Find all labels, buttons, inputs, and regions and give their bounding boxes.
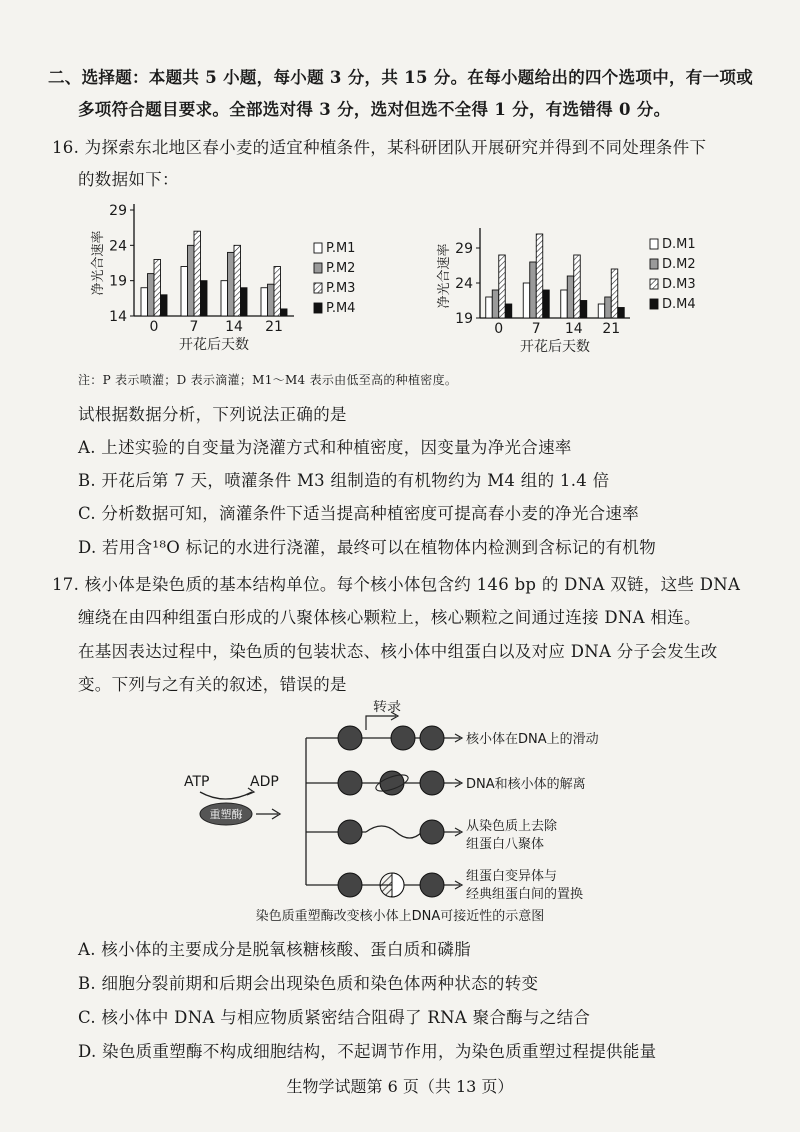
x-tick-label: 0 (494, 321, 504, 337)
y-tick-label: 29 (109, 203, 127, 219)
bar-d-m4 (580, 301, 587, 319)
row2-nucleosome-3 (420, 771, 444, 795)
y-tick-label: 24 (109, 238, 127, 255)
row4-label-b: 经典组蛋白间的置换 (466, 887, 584, 902)
bar-d-m4 (543, 290, 550, 318)
x-tick-label: 21 (265, 319, 283, 335)
bar-d-m2 (492, 290, 499, 318)
legend-label: P.M4 (326, 301, 356, 316)
y-tick-label: 24 (455, 276, 473, 292)
transcription-label: 转录 (373, 700, 401, 715)
x-tick-label: 14 (225, 319, 243, 335)
row4-nucleosome-1 (338, 873, 362, 897)
bar-p-m4 (201, 281, 208, 316)
x-tick-label: 14 (564, 321, 583, 337)
bar-d-m1 (523, 283, 530, 318)
bar-d-m3 (574, 255, 581, 318)
q16-stem-line2: 的数据如下： (78, 170, 179, 189)
legend-label: D.M1 (662, 237, 696, 252)
y-tick-label: 19 (109, 273, 127, 290)
row3-nucleosome-1 (338, 820, 362, 844)
row2-label: DNA和核小体的解离 (466, 777, 586, 792)
legend-swatch (650, 239, 658, 249)
enzyme-label: 重塑酶 (209, 808, 243, 821)
bar-d-m2 (605, 297, 612, 318)
x-tick-label: 7 (189, 319, 199, 335)
bar-d-m3 (499, 255, 506, 318)
row2-nucleosome-1 (338, 771, 362, 795)
y-tick-label: 19 (455, 311, 473, 327)
legend-label: P.M1 (326, 241, 356, 256)
bar-p-m4 (241, 288, 248, 316)
bar-p-m2 (188, 245, 195, 316)
legend-swatch (314, 303, 322, 313)
legend-label: D.M3 (662, 277, 696, 292)
bar-p-m2 (148, 274, 155, 316)
row4-nucleosome-3 (420, 873, 444, 897)
bar-d-m4 (618, 308, 625, 319)
bar-d-m2 (530, 262, 537, 318)
bar-p-m4 (161, 295, 168, 316)
bar-d-m1 (561, 290, 568, 318)
q17-option-a: A. 核小体的主要成分是脱氧核糖核酸、蛋白质和磷脂 (78, 940, 471, 959)
q16-option-d: D. 若用含¹⁸O 标记的水进行浇灌，最终可以在植物体内检测到含标记的有机物 (78, 538, 657, 557)
legend-label: D.M2 (662, 257, 696, 272)
legend-label: P.M2 (326, 261, 356, 276)
bar-d-m2 (567, 276, 574, 318)
bar-p-m3 (234, 245, 241, 316)
q17-stem-line2: 缠绕在由四种组蛋白形成的八聚体核心颗粒上，核心颗粒之间通过连接 DNA 相连。 (78, 608, 701, 627)
row3-label-a: 从染色质上去除 (466, 819, 558, 834)
bar-d-m4 (505, 304, 512, 318)
row3-free-dna (366, 826, 422, 838)
bar-p-m3 (154, 259, 161, 316)
legend-swatch (314, 263, 322, 273)
atp-label: ATP (184, 774, 210, 790)
row1-nucleosome-3 (420, 726, 444, 750)
bar-p-m2 (268, 284, 275, 316)
q16-prompt: 试根据数据分析，下列说法正确的是 (78, 405, 347, 424)
chart-sprinkler (86, 196, 386, 366)
legend-swatch (650, 259, 658, 269)
legend-swatch (314, 243, 322, 253)
y-tick-label: 29 (455, 241, 473, 257)
q17-stem-line1: 17. 核小体是染色质的基本结构单位。每个核小体包含约 146 bp 的 DNA 双链，这些 DNA (52, 575, 741, 594)
chart-drip (432, 226, 732, 366)
x-axis-label: 开花后天数 (520, 339, 590, 355)
row3-label-b: 组蛋白八聚体 (466, 837, 545, 852)
bar-p-m1 (261, 288, 268, 316)
q17-option-c: C. 核小体中 DNA 与相应物质紧密结合阻碍了 RNA 聚合酶与之结合 (78, 1008, 591, 1027)
q16-option-b: B. 开花后第 7 天，喷灌条件 M3 组制造的有机物约为 M4 组的 1.4 倍 (78, 471, 610, 490)
q17-stem-line3: 在基因表达过程中，染色质的包装状态、核小体中组蛋白以及对应 DNA 分子会发生改 (78, 642, 718, 661)
bar-p-m3 (194, 231, 201, 316)
bar-d-m3 (536, 234, 543, 318)
q17-option-d: D. 染色质重塑酶不构成细胞结构，不起调节作用，为染色质重塑过程提供能量 (78, 1042, 657, 1061)
adp-label: ADP (250, 774, 279, 790)
row4-label-a: 组蛋白变异体与 (466, 869, 558, 884)
section-heading-line1: 二、选择题：本题共 5 小题，每小题 3 分，共 15 分。在每小题给出的四个选项中，有一项或 (48, 68, 753, 87)
diagram-caption: 染色质重塑酶改变核小体上DNA可接近性的示意图 (255, 909, 545, 924)
transcription-arrow (366, 716, 396, 730)
legend-swatch (650, 299, 658, 309)
atp-adp-arc (200, 792, 252, 799)
x-tick-label: 7 (531, 321, 541, 337)
q16-note: 注：P 表示喷灌；D 表示滴灌；M1～M4 表示由低至高的种植密度。 (78, 373, 458, 387)
row1-label: 核小体在DNA上的滑动 (466, 732, 599, 747)
y-axis-label: 净光合速率 (437, 243, 452, 309)
q17-option-b: B. 细胞分裂前期和后期会出现染色质和染色体两种状态的转变 (78, 974, 539, 993)
x-tick-label: 21 (602, 321, 621, 337)
bar-p-m2 (228, 252, 235, 316)
bar-p-m1 (141, 288, 148, 316)
chromatin-remodeling-diagram (170, 700, 630, 930)
row1-nucleosome-1 (338, 726, 362, 750)
bar-p-m1 (181, 267, 188, 316)
bar-p-m3 (274, 267, 281, 316)
bar-d-m1 (486, 297, 493, 318)
bar-p-m1 (221, 281, 228, 316)
q16-option-c: C. 分析数据可知，滴灌条件下适当提高种植密度可提高春小麦的净光合速率 (78, 504, 640, 523)
row4-variant-half (392, 873, 404, 897)
y-tick-label: 14 (109, 309, 127, 325)
legend-swatch (650, 279, 658, 289)
bar-d-m3 (611, 269, 618, 318)
section-heading-line2: 多项符合题目要求。全部选对得 3 分，选对但选不全得 1 分，有选错得 0 分。 (78, 100, 671, 119)
x-axis-label: 开花后天数 (179, 337, 249, 353)
row1-nucleosome-2 (391, 726, 415, 750)
bar-d-m1 (598, 304, 605, 318)
legend-label: D.M4 (662, 297, 696, 312)
q16-option-a: A. 上述实验的自变量为浇灌方式和种植密度，因变量为净光合速率 (78, 438, 572, 457)
legend-swatch (314, 283, 322, 293)
row3-nucleosome-2 (420, 820, 444, 844)
page-footer: 生物学试题第 6 页（共 13 页） (286, 1077, 514, 1096)
q17-stem-line4: 变。下列与之有关的叙述，错误的是 (78, 675, 347, 694)
q16-stem-line1: 16. 为探索东北地区春小麦的适宜种植条件，某科研团队开展研究并得到不同处理条件下 (52, 138, 707, 157)
bar-p-m4 (281, 309, 288, 316)
x-tick-label: 0 (149, 319, 159, 335)
legend-label: P.M3 (326, 281, 356, 296)
y-axis-label: 净光合速率 (91, 230, 106, 296)
